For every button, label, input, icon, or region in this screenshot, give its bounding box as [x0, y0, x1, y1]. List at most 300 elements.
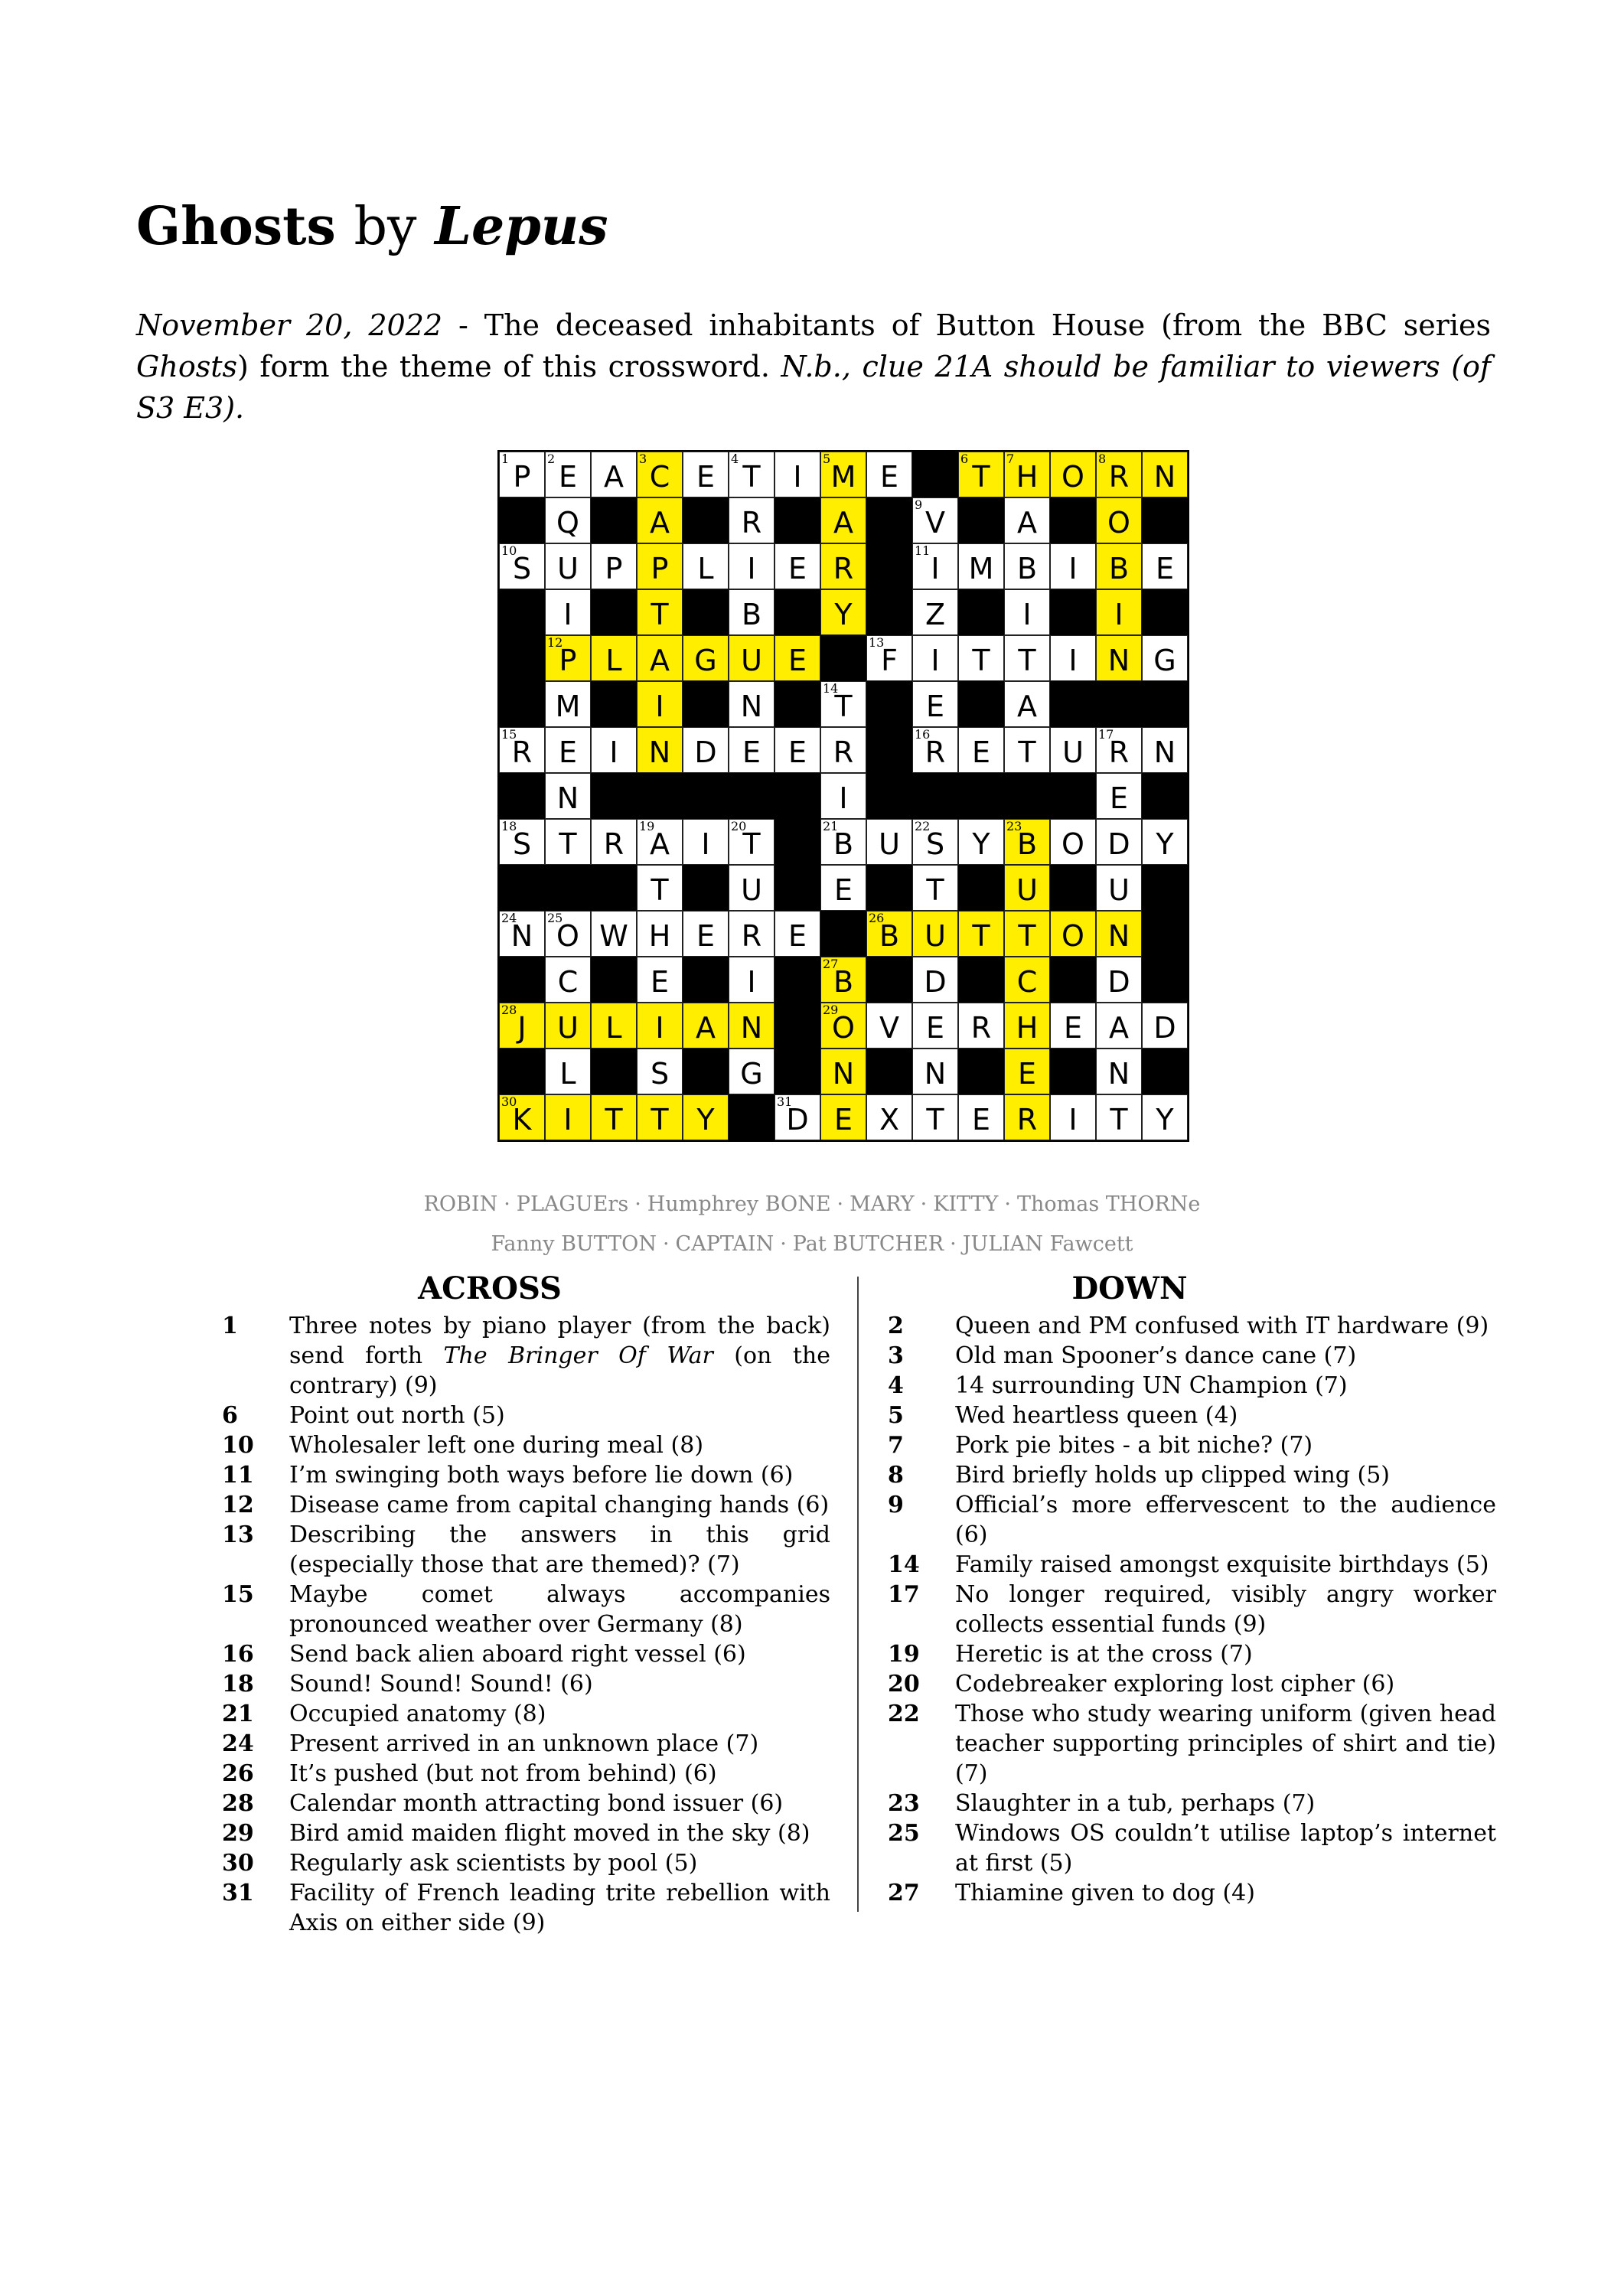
theme-entry: MARY [850, 1192, 915, 1216]
grid-cell-black [1050, 773, 1096, 819]
grid-cell [499, 727, 545, 773]
theme-entry: Thomas THORNe [1016, 1192, 1201, 1216]
cell-number: 26 [869, 911, 885, 925]
grid-cell-black [958, 865, 1004, 911]
cell-number: 16 [915, 727, 931, 742]
cell-letter: E [879, 460, 898, 494]
clue-number: 17 [888, 1581, 920, 1608]
grid-cell [1096, 543, 1142, 589]
clue-across-12 [222, 1490, 830, 1520]
grid-cell [866, 635, 912, 681]
grid-cell [774, 452, 820, 497]
grid-cell [820, 1003, 866, 1049]
cell-letter: N [1153, 735, 1176, 769]
grid-cell [499, 819, 545, 865]
grid-cell [1004, 1003, 1050, 1049]
grid-cell [637, 589, 683, 635]
clue-number: 22 [888, 1701, 920, 1727]
cell-letter: E [696, 460, 715, 494]
clue-number: 6 [222, 1402, 238, 1429]
clue-text: Calendar month attracting bond issuer (6) [289, 1790, 784, 1817]
cell-letter: S [512, 552, 532, 585]
intro-text2: ) form the theme of this crossword. [236, 350, 781, 383]
cell-letter: I [701, 827, 710, 861]
cell-letter: U [741, 644, 762, 677]
grid-cell-black [591, 589, 637, 635]
clue-across-1 [222, 1311, 830, 1401]
clue-across-16 [222, 1639, 830, 1669]
grid-cell [958, 1003, 1004, 1049]
grid-cell-black [683, 589, 729, 635]
clue-text: No longer required, visibly angry worker collects essential funds (9) [955, 1581, 1496, 1638]
cell-letter: D [694, 735, 717, 769]
grid-cell [729, 819, 774, 865]
grid-cell-black [958, 681, 1004, 727]
cell-letter: L [697, 552, 714, 585]
grid-cell-black [820, 635, 866, 681]
clue-number: 23 [888, 1790, 920, 1817]
cell-letter: M [830, 460, 856, 494]
title-by: by [354, 197, 417, 257]
clue-down-22 [888, 1699, 1496, 1789]
grid-cell [912, 865, 958, 911]
grid-cell-black [591, 497, 637, 543]
clue-down-25 [888, 1818, 1496, 1878]
grid-cell-black [1050, 497, 1096, 543]
cell-letter: O [1061, 460, 1084, 494]
cell-letter: L [559, 1057, 576, 1091]
cell-letter: O [556, 919, 579, 953]
clue-text: Describing the answers in this grid (especially those that are themed)? (7) [289, 1521, 830, 1578]
grid-cell [1142, 1094, 1188, 1140]
clue-across-6 [222, 1401, 830, 1430]
grid-cell [729, 911, 774, 957]
cell-letter: V [879, 1011, 899, 1045]
cell-letter: E [558, 735, 577, 769]
clue-number: 20 [888, 1671, 920, 1698]
cell-letter: R [833, 735, 854, 769]
grid-cell [774, 1094, 820, 1140]
grid-cell [637, 957, 683, 1003]
grid-cell [1142, 819, 1188, 865]
grid-cell [545, 1003, 591, 1049]
grid-cell [591, 727, 637, 773]
clue-number: 19 [888, 1641, 920, 1668]
cell-letter: U [1016, 873, 1038, 907]
intro-paragraph [136, 305, 1491, 429]
intro-show: Ghosts [136, 350, 237, 383]
cell-letter: B [879, 919, 900, 953]
title-main: Ghosts [136, 196, 336, 257]
grid-cell [591, 911, 637, 957]
grid-cell [729, 727, 774, 773]
cell-letter: B [833, 965, 854, 999]
cell-letter: R [925, 735, 946, 769]
grid-cell [912, 911, 958, 957]
grid-cell [637, 1094, 683, 1140]
cell-letter: B [1016, 827, 1038, 861]
clue-number: 2 [888, 1313, 904, 1339]
clue-text: Point out north (5) [289, 1402, 505, 1429]
grid-cell [958, 635, 1004, 681]
clue-text: Heretic is at the cross (7) [955, 1641, 1253, 1668]
grid-cell-black [774, 1003, 820, 1049]
grid-cell [637, 1049, 683, 1094]
cell-letter: P [513, 460, 531, 494]
grid-cell [729, 957, 774, 1003]
clue-text: Occupied anatomy (8) [289, 1701, 546, 1727]
grid-cell [545, 911, 591, 957]
grid-cell-black [958, 957, 1004, 1003]
grid-cell-black [499, 957, 545, 1003]
clue-text: Queen and PM confused with IT hardware (9) [955, 1313, 1489, 1339]
cell-number: 11 [915, 543, 931, 558]
cell-letter: W [599, 919, 628, 953]
title-author: Lepus [435, 196, 608, 257]
grid-cell [912, 497, 958, 543]
cell-letter: Z [925, 598, 946, 631]
clue-across-11 [222, 1460, 830, 1490]
clue-text: Family raised amongst exquisite birthdays (5) [955, 1551, 1489, 1578]
theme-list-line-1 [0, 1192, 1624, 1216]
grid-cell [1004, 911, 1050, 957]
grid-cell [1004, 865, 1050, 911]
grid-cell-black [958, 589, 1004, 635]
clue-down-7 [888, 1430, 1496, 1460]
cell-letter: E [696, 919, 715, 953]
grid-cell-black [637, 773, 683, 819]
grid-cell [958, 543, 1004, 589]
cell-letter: B [741, 598, 762, 631]
grid-cell [591, 635, 637, 681]
grid-cell [545, 957, 591, 1003]
clue-number: 3 [888, 1342, 904, 1369]
grid-cell [1142, 727, 1188, 773]
grid-cell [1050, 543, 1096, 589]
clue-number: 30 [222, 1850, 254, 1877]
cell-letter: T [926, 873, 944, 907]
grid-cell [1096, 773, 1142, 819]
grid-cell [683, 819, 729, 865]
cell-letter: D [1153, 1011, 1176, 1045]
intro-sep: - [442, 308, 484, 342]
column-divider [857, 1277, 859, 1912]
grid-cell [545, 1049, 591, 1094]
grid-cell-black [1142, 589, 1188, 635]
cell-letter: E [742, 735, 761, 769]
grid-cell [820, 589, 866, 635]
clue-text: Facility of French leading trite rebellion with Axis on either side (9) [289, 1880, 830, 1936]
cell-letter: A [1017, 690, 1037, 723]
cell-number: 1 [501, 452, 510, 466]
grid-cell [1096, 635, 1142, 681]
grid-cell [729, 1049, 774, 1094]
grid-cell [1142, 635, 1188, 681]
clue-text: Wed heartless queen (4) [955, 1402, 1238, 1429]
cell-letter: G [740, 1057, 763, 1091]
down-heading: DOWN [1071, 1270, 1188, 1306]
theme-entry: PLAGUErs [516, 1192, 629, 1216]
grid-cell-black [683, 497, 729, 543]
grid-cell [1050, 727, 1096, 773]
cell-letter: H [1016, 460, 1039, 494]
cell-number: 19 [639, 819, 655, 833]
cell-letter: Y [972, 827, 990, 861]
cell-letter: X [879, 1103, 900, 1137]
grid-cell-black [499, 497, 545, 543]
grid-cell [729, 589, 774, 635]
grid-cell [912, 819, 958, 865]
cell-letter: T [1018, 644, 1036, 677]
grid-cell [545, 1094, 591, 1140]
clue-number: 13 [222, 1521, 254, 1548]
cell-letter: N [832, 1057, 855, 1091]
cell-letter: U [1062, 735, 1084, 769]
across-heading: ACROSS [418, 1270, 562, 1306]
cell-letter: H [1016, 1011, 1039, 1045]
grid-cell [637, 727, 683, 773]
down-clue-list [888, 1311, 1496, 1908]
cell-letter: E [650, 965, 669, 999]
grid-cell-black [591, 773, 637, 819]
grid-cell [820, 727, 866, 773]
cell-letter: O [1061, 827, 1084, 861]
cell-letter: M [968, 552, 994, 585]
grid-cell-black [866, 497, 912, 543]
grid-cell-black [1142, 1049, 1188, 1094]
cell-number: 4 [731, 452, 739, 466]
cell-letter: C [1016, 965, 1038, 999]
cell-letter: I [931, 644, 940, 677]
clue-number: 18 [222, 1671, 254, 1698]
grid-cell-black [866, 727, 912, 773]
grid-cell [820, 497, 866, 543]
grid-cell-black [774, 957, 820, 1003]
cell-number: 15 [501, 727, 517, 742]
cell-letter: A [650, 506, 670, 540]
grid-cell [637, 452, 683, 497]
cell-letter: T [651, 598, 669, 631]
grid-cell [1004, 497, 1050, 543]
cell-number: 22 [915, 819, 931, 833]
grid-cell-black [774, 497, 820, 543]
intro-note: N.b., clue 21A should be familiar to viewers (of S3 E3). [136, 350, 1491, 425]
cell-number: 14 [823, 681, 839, 696]
grid-cell-black [499, 1049, 545, 1094]
clue-down-8 [888, 1460, 1496, 1490]
grid-cell [912, 957, 958, 1003]
grid-cell-black [866, 865, 912, 911]
clue-number: 26 [222, 1760, 254, 1787]
clue-text: Official’s more effervescent to the audience (6) [955, 1492, 1496, 1548]
cell-letter: I [839, 781, 848, 815]
grid-cell-black [683, 681, 729, 727]
cell-number: 3 [639, 452, 647, 466]
cell-letter: R [1108, 460, 1130, 494]
grid-cell-black [958, 1049, 1004, 1094]
clue-across-15 [222, 1580, 830, 1639]
cell-letter: T [972, 644, 990, 677]
clue-across-31 [222, 1878, 830, 1938]
cell-letter: Y [1156, 1103, 1174, 1137]
cell-letter: S [925, 827, 945, 861]
cell-letter: D [1107, 827, 1130, 861]
grid-cell-black [774, 773, 820, 819]
clue-number: 25 [888, 1820, 920, 1847]
cell-letter: A [1109, 1011, 1129, 1045]
grid-cell [499, 543, 545, 589]
cell-letter: T [1018, 919, 1036, 953]
grid-cell-black [774, 1049, 820, 1094]
cell-number: 29 [823, 1003, 839, 1017]
cell-letter: P [605, 552, 623, 585]
cell-letter: A [604, 460, 624, 494]
cell-letter: E [1017, 1057, 1036, 1091]
grid-cell [1004, 635, 1050, 681]
cell-letter: I [931, 552, 940, 585]
cell-letter: G [694, 644, 717, 677]
clue-number: 9 [888, 1492, 904, 1518]
cell-letter: R [603, 827, 624, 861]
grid-cell [499, 911, 545, 957]
theme-entry: Pat BUTCHER [792, 1232, 944, 1256]
cell-letter: L [605, 644, 622, 677]
cell-number: 8 [1098, 452, 1107, 466]
clue-text: Windows OS couldn’t utilise laptop’s internet at first (5) [955, 1820, 1496, 1877]
cell-letter: N [924, 1057, 947, 1091]
cell-letter: T [742, 827, 761, 861]
grid-cell [1096, 452, 1142, 497]
grid-cell [820, 957, 866, 1003]
grid-cell [820, 1049, 866, 1094]
theme-separator: · [780, 1232, 787, 1256]
grid-cell-black [774, 865, 820, 911]
grid-cell [866, 452, 912, 497]
across-clue-list [222, 1311, 830, 1938]
cell-letter: R [1016, 1103, 1038, 1137]
grid-cell-black [683, 957, 729, 1003]
clue-number: 11 [222, 1462, 254, 1489]
grid-cell-black [545, 865, 591, 911]
grid-cell [820, 773, 866, 819]
clue-across-13 [222, 1520, 830, 1580]
grid-cell [683, 1003, 729, 1049]
cell-letter: E [788, 644, 807, 677]
grid-cell-black [866, 589, 912, 635]
cell-letter: T [559, 827, 577, 861]
cell-letter: N [648, 735, 671, 769]
cell-letter: I [747, 965, 756, 999]
cell-letter: D [786, 1103, 809, 1137]
cell-number: 6 [960, 452, 969, 466]
grid-cell-black [499, 865, 545, 911]
grid-cell [1142, 543, 1188, 589]
cell-letter: E [833, 1103, 853, 1137]
clue-text: Slaughter in a tub, perhaps (7) [955, 1790, 1316, 1817]
cell-letter: E [971, 735, 990, 769]
cell-letter: E [1155, 552, 1174, 585]
clue-down-2 [888, 1311, 1496, 1341]
clue-down-23 [888, 1789, 1496, 1818]
grid-cell [1004, 1094, 1050, 1140]
grid-cell [774, 911, 820, 957]
grid-cell-black [866, 773, 912, 819]
clue-number: 4 [888, 1372, 904, 1399]
grid-cell [1004, 452, 1050, 497]
cell-letter: H [648, 919, 671, 953]
theme-entry: CAPTAIN [675, 1232, 774, 1256]
cell-letter: Q [556, 506, 579, 540]
grid-cell-black [499, 589, 545, 635]
grid-cell [637, 635, 683, 681]
cell-number: 25 [547, 911, 563, 925]
cell-letter: U [557, 552, 579, 585]
grid-cell-black [683, 773, 729, 819]
cell-letter: T [742, 460, 761, 494]
clue-number: 10 [222, 1432, 254, 1459]
clue-down-19 [888, 1639, 1496, 1669]
grid-cell-black [1050, 1049, 1096, 1094]
cell-letter: N [1107, 1057, 1130, 1091]
grid-cell-black [729, 1094, 774, 1140]
grid-cell [729, 865, 774, 911]
cell-number: 10 [501, 543, 517, 558]
grid-cell-black [499, 635, 545, 681]
theme-separator: · [1004, 1192, 1011, 1216]
grid-cell [545, 819, 591, 865]
clue-number: 29 [222, 1820, 254, 1847]
grid-cell-black [1142, 681, 1188, 727]
grid-cell [1004, 819, 1050, 865]
cell-letter: T [834, 690, 853, 723]
cell-letter: D [1107, 965, 1130, 999]
clue-down-20 [888, 1669, 1496, 1699]
cell-letter: S [650, 1057, 670, 1091]
grid-cell [1004, 957, 1050, 1003]
grid-cell [912, 1003, 958, 1049]
cell-letter: K [512, 1103, 532, 1137]
clue-text: I’m swinging both ways before lie down (6) [289, 1462, 794, 1489]
cell-letter: R [741, 919, 762, 953]
theme-entry: JULIAN Fawcett [962, 1232, 1133, 1256]
grid-cell [683, 543, 729, 589]
theme-entry: Fanny BUTTON [491, 1232, 657, 1256]
cell-letter: E [833, 873, 853, 907]
theme-list-line-2 [0, 1232, 1624, 1256]
theme-separator: · [634, 1192, 641, 1216]
clue-down-17 [888, 1580, 1496, 1639]
cell-letter: A [1017, 506, 1037, 540]
cell-letter: R [970, 1011, 992, 1045]
clue-text: Disease came from capital changing hands (6) [289, 1492, 830, 1518]
theme-separator: · [662, 1232, 670, 1256]
clue-across-10 [222, 1430, 830, 1460]
grid-cell [683, 635, 729, 681]
cell-number: 7 [1006, 452, 1015, 466]
grid-cell-black [866, 957, 912, 1003]
grid-cell [545, 727, 591, 773]
grid-cell-black [1050, 865, 1096, 911]
theme-entry: KITTY [933, 1192, 999, 1216]
grid-cell [866, 1094, 912, 1140]
grid-cell [774, 635, 820, 681]
grid-cell-black [866, 1049, 912, 1094]
grid-cell-black [591, 865, 637, 911]
grid-cell [820, 543, 866, 589]
clue-across-26 [222, 1759, 830, 1789]
intro-date: November 20, 2022 [136, 308, 443, 342]
theme-separator: · [836, 1192, 844, 1216]
